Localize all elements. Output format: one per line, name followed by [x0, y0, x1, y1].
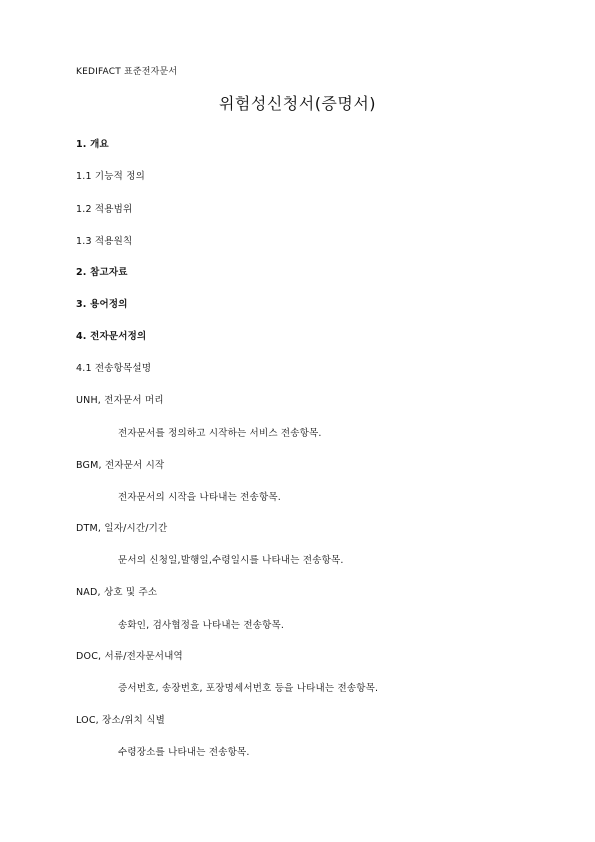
segment-description-dtm: 문서의 신청일,발행일,수령일시를 나타내는 전송항목. [118, 555, 344, 566]
segment-description-nad: 송화인, 검사협정을 나타내는 전송항목. [118, 620, 285, 631]
segment-code-dtm: DTM, 일자/시간/기간 [76, 523, 168, 534]
standard-header: KEDIFACT 표준전자문서 [76, 67, 178, 77]
section-heading-overview: 1. 개요 [76, 139, 109, 150]
segment-code-unh: UNH, 전자문서 머리 [76, 395, 164, 406]
subsection-functional-definition: 1.1 기능적 정의 [76, 171, 146, 182]
segment-description-bgm: 전자문서의 시작을 나타내는 전송항목. [118, 492, 281, 503]
document-title: 위험성신청서(증명서) [218, 94, 377, 113]
subsection-principles: 1.3 적용원칙 [76, 236, 133, 247]
segment-code-nad: NAD, 상호 및 주소 [76, 587, 158, 598]
subsection-scope: 1.2 적용범위 [76, 204, 133, 215]
subsection-segment-description: 4.1 전송항목설명 [76, 363, 152, 374]
section-heading-terms: 3. 용어정의 [76, 299, 128, 310]
section-heading-message-definition: 4. 전자문서정의 [76, 331, 147, 342]
segment-code-bgm: BGM, 전자문서 시작 [76, 460, 165, 471]
segment-description-doc: 증서번호, 송장번호, 포장명세서번호 등을 나타내는 전송항목. [118, 683, 379, 694]
segment-code-loc: LOC, 장소/위치 식별 [76, 715, 165, 726]
segment-description-unh: 전자문서를 정의하고 시작하는 서비스 전송항목. [118, 428, 322, 439]
segment-code-doc: DOC, 서류/전자문서내역 [76, 651, 183, 662]
section-heading-references: 2. 참고자료 [76, 267, 128, 278]
segment-description-loc: 수령장소를 나타내는 전송항목. [118, 747, 250, 758]
